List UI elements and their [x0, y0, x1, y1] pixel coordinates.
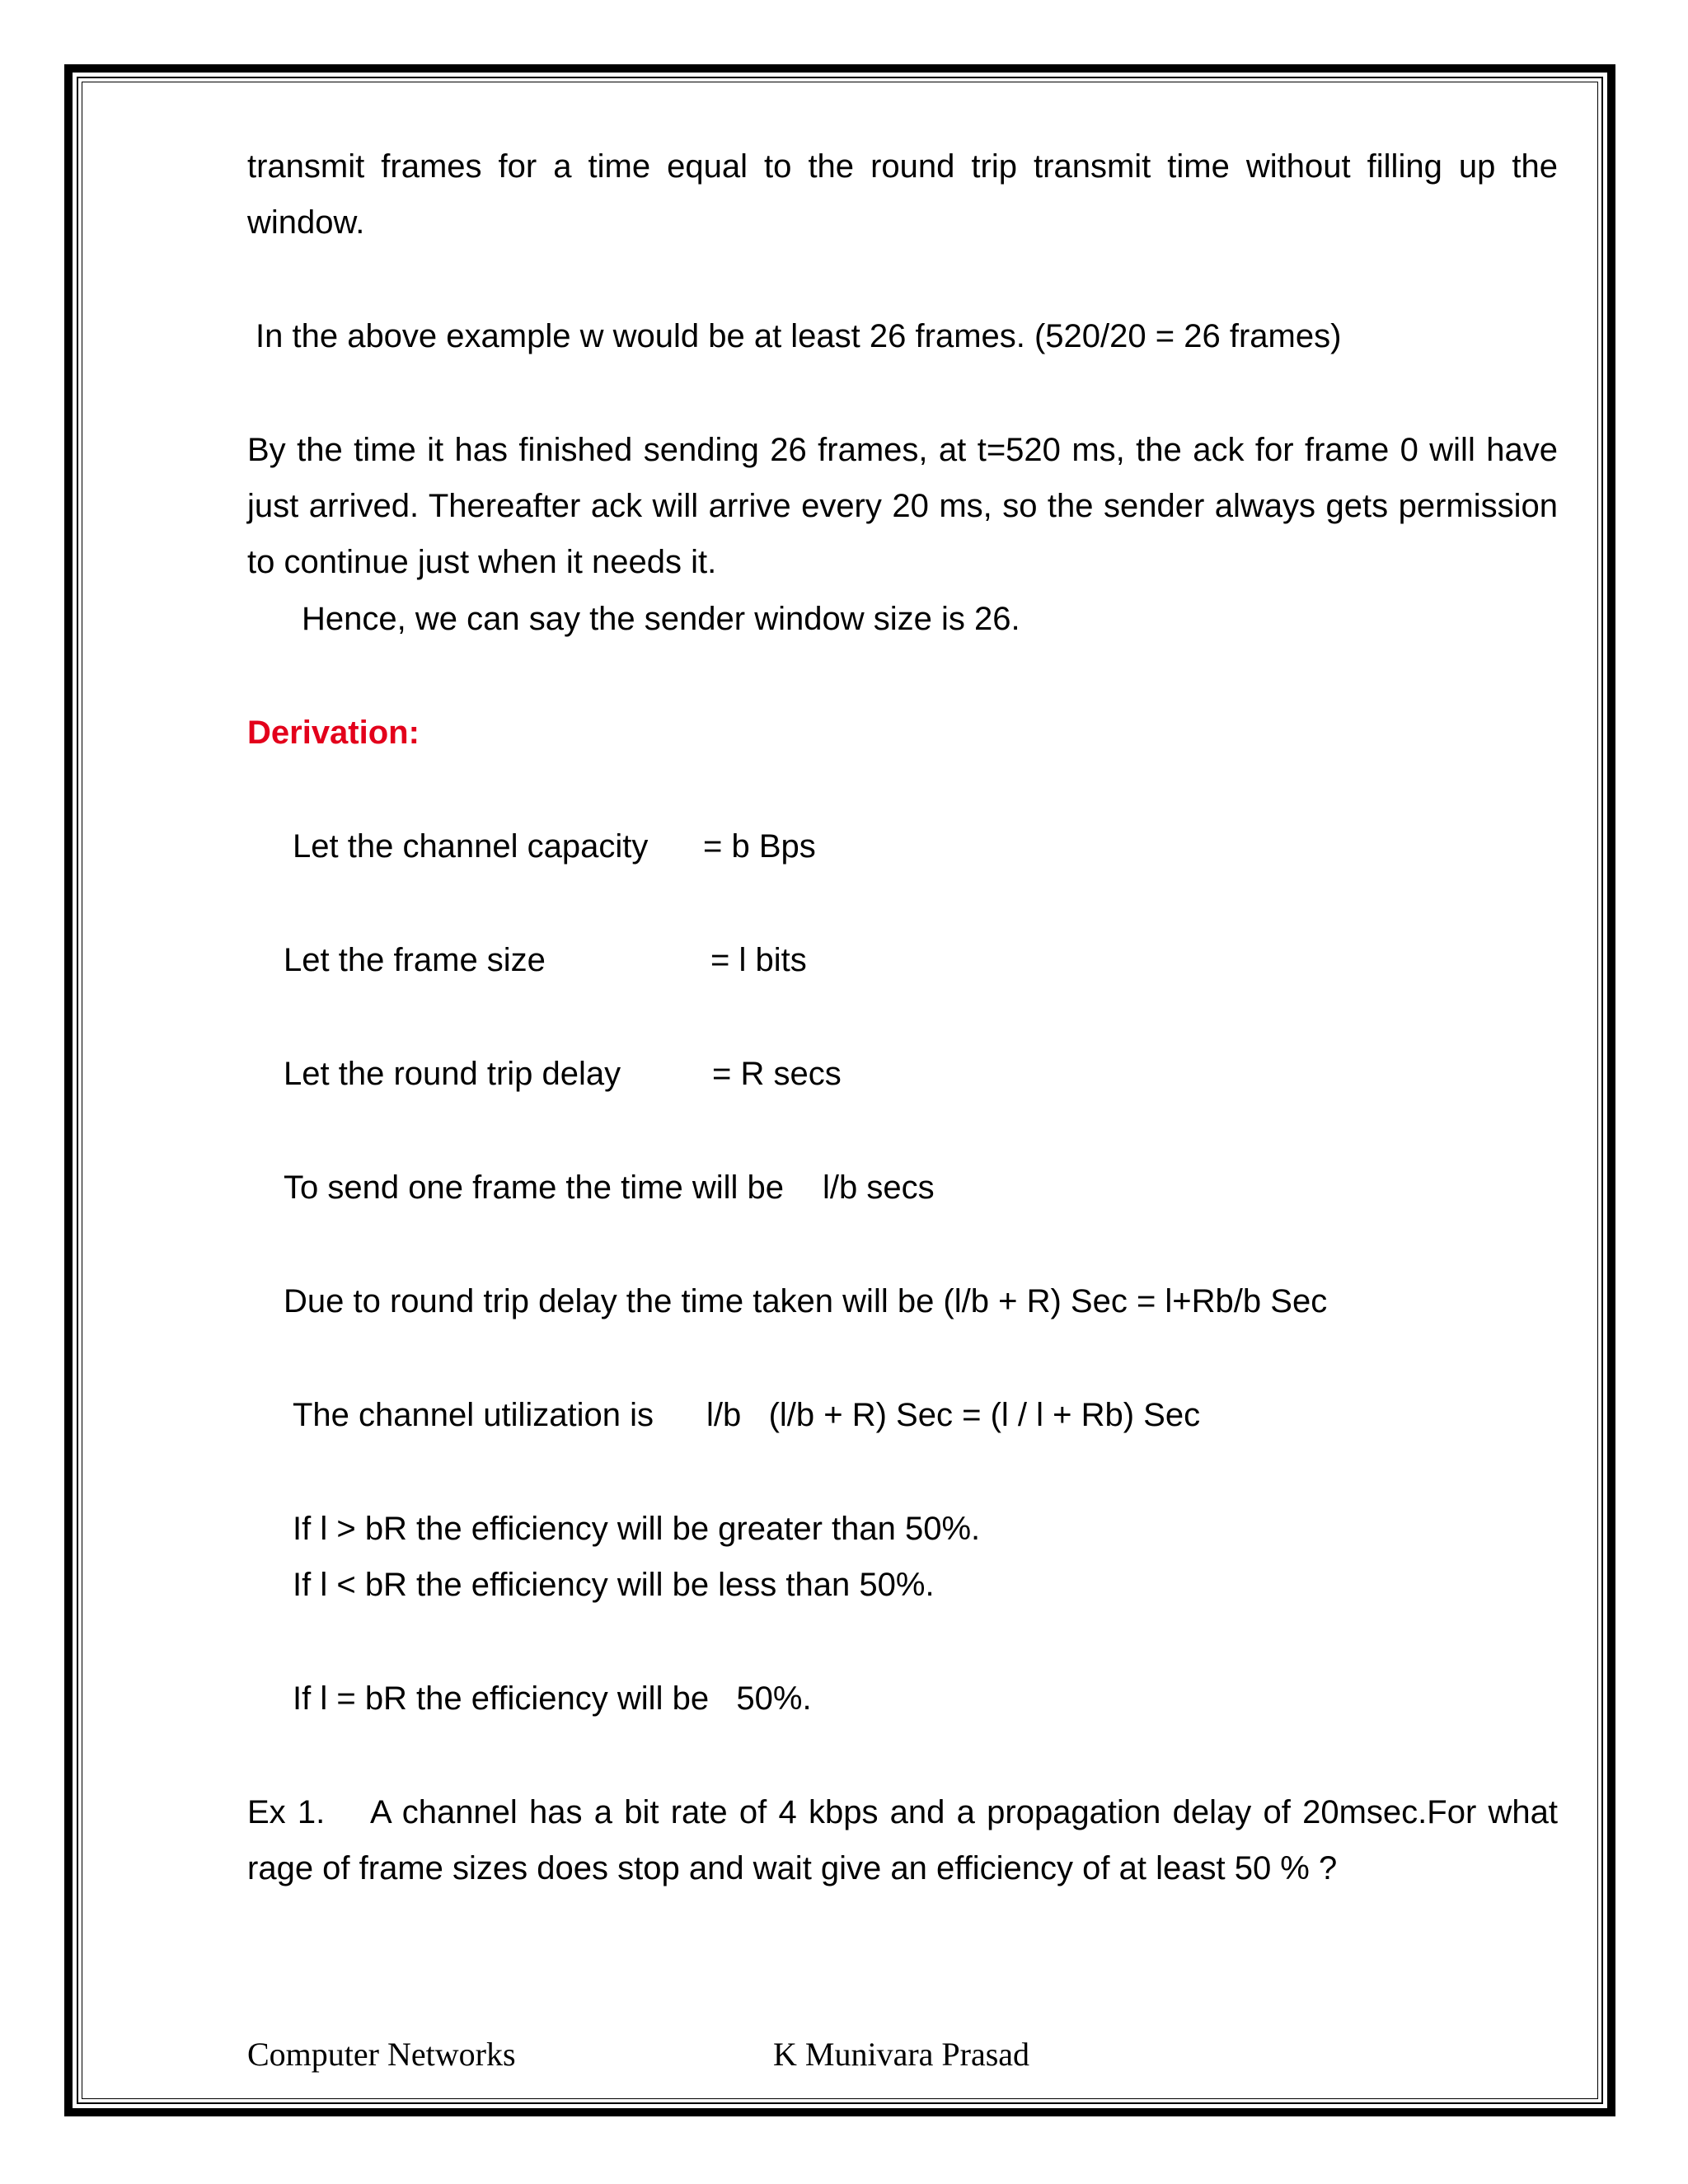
- derivation-heading: Derivation:: [247, 715, 420, 751]
- hence-line: Hence, we can say the sender window size is 26.: [302, 601, 1020, 637]
- delay-label: Let the round trip delay: [284, 1056, 621, 1092]
- paragraph1-line2: window.: [247, 204, 365, 241]
- frame-size-label: Let the frame size: [284, 942, 546, 978]
- capacity-value: = b Bps: [703, 828, 816, 865]
- delay-value: = R secs: [712, 1056, 842, 1092]
- condition-equal: If l = bR the efficiency will be 50%.: [293, 1680, 812, 1717]
- paragraph2-line1: By the time it has finished sending 26 frames, at t=520 ms, the ack for frame 0 will have: [247, 432, 1558, 468]
- exercise-line2: rage of frame sizes does stop and wait give an efficiency of at least 50 % ?: [247, 1850, 1338, 1886]
- send-time-value: l/b secs: [823, 1169, 935, 1206]
- utilization-value: l/b (l/b + R) Sec = (l / l + Rb) Sec: [706, 1397, 1201, 1433]
- condition-less: If l < bR the efficiency will be less than 50%.: [293, 1567, 935, 1603]
- utilization-label: The channel utilization is: [293, 1397, 654, 1433]
- condition-greater: If l > bR the efficiency will be greater than 50%.: [293, 1511, 981, 1547]
- footer-author: K Munivara Prasad: [773, 2036, 1030, 2073]
- paragraph2-line2: just arrived. Thereafter ack will arrive every 20 ms, so the sender always gets permission: [247, 488, 1558, 524]
- footer-course: Computer Networks: [247, 2036, 516, 2073]
- round-trip-line: Due to round trip delay the time taken will be (l/b + R) Sec = l+Rb/b Sec: [284, 1283, 1328, 1319]
- send-time-label: To send one frame the time will be: [284, 1169, 784, 1206]
- exercise-line1: Ex 1. A channel has a bit rate of 4 kbps and a propagation delay of 20msec.For what: [247, 1794, 1558, 1830]
- paragraph1-line1: transmit frames for a time equal to the round trip transmit time without filling up the: [247, 148, 1558, 185]
- example-line: In the above example w would be at least 26 frames. (520/20 = 26 frames): [256, 318, 1342, 354]
- frame-size-value: = l bits: [710, 942, 807, 978]
- capacity-label: Let the channel capacity: [293, 828, 649, 865]
- paragraph2-line3: to continue just when it needs it.: [247, 544, 717, 580]
